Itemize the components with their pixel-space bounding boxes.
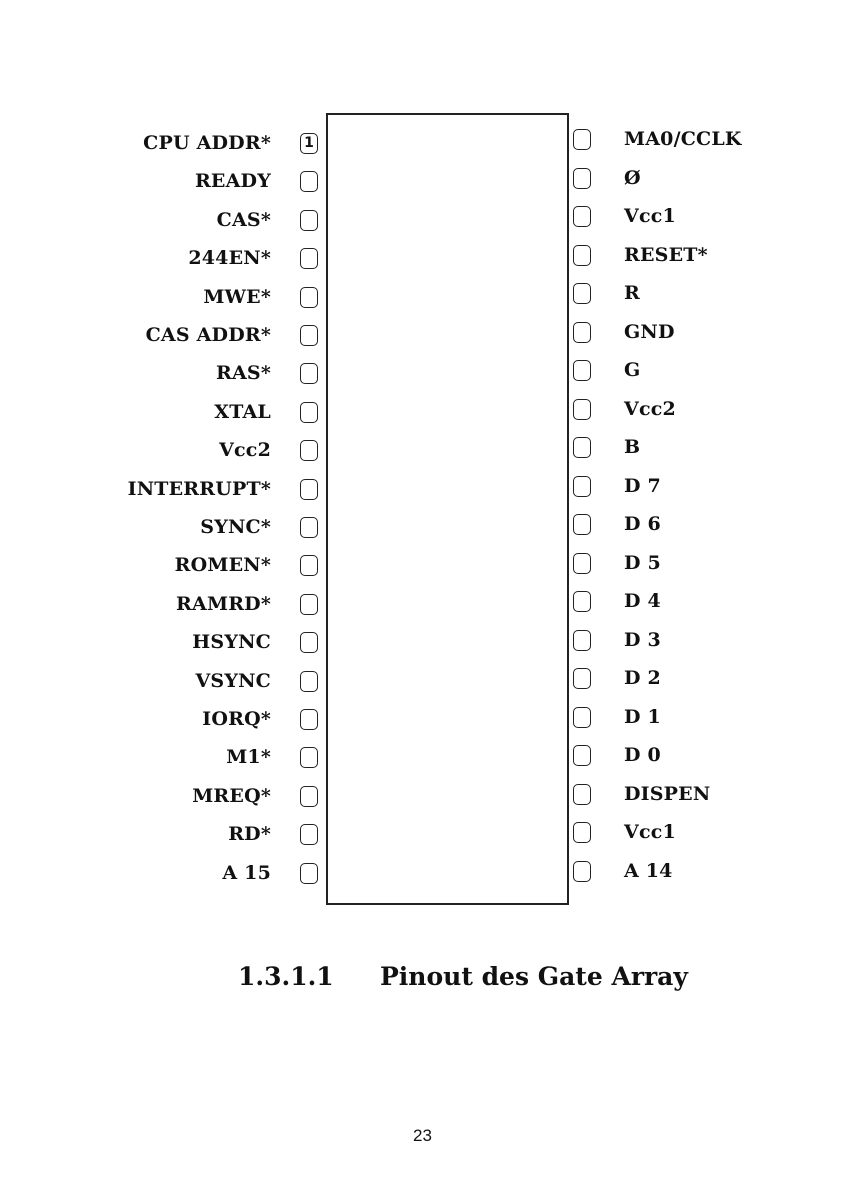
pin-label-left-18: MREQ* (192, 784, 271, 807)
pin-box-left-17 (300, 747, 318, 768)
pin-box-right-13 (573, 591, 591, 612)
pin-label-left-2: READY (194, 170, 271, 193)
pin-box-right-5 (573, 283, 591, 304)
pin-label-left-6: CAS ADDR* (145, 324, 271, 346)
pin-box-right-15 (573, 668, 591, 689)
pin-label-right-4: RESET* (624, 243, 708, 266)
figure-caption (238, 960, 688, 994)
pin-box-left-13 (300, 594, 318, 615)
chip-body (326, 113, 569, 905)
pin-box-right-6 (573, 322, 591, 343)
pin-box-right-11 (573, 514, 591, 535)
pin-box-right-4 (573, 245, 591, 266)
pin-box-left-8 (300, 402, 318, 423)
pin-box-right-12 (573, 553, 591, 574)
pin-label-left-17: M1* (226, 746, 271, 769)
pin-box-right-9 (573, 437, 591, 458)
caption-title: Pinout des Gate Array (380, 962, 688, 991)
pin-label-right-19: Vcc1 (624, 821, 676, 843)
page-number: 23 (413, 1126, 432, 1145)
pin-label-right-2: Ø (624, 166, 641, 189)
pin-box-left-18 (300, 786, 318, 807)
pin-box-left-12 (300, 555, 318, 576)
pin-label-right-7: G (624, 359, 641, 381)
pin-label-right-12: D 5 (624, 551, 661, 574)
pin-label-right-1: MA0/CCLK (624, 128, 742, 150)
pin-box-left-19 (300, 824, 318, 845)
pin-box-left-2 (300, 171, 318, 192)
pin-box-left-14 (300, 632, 318, 653)
pin-label-left-16: IORQ* (202, 708, 271, 730)
pin-box-left-6 (300, 325, 318, 346)
pin-label-left-10: INTERRUPT* (127, 477, 271, 500)
pin-label-left-14: HSYNC (192, 631, 271, 654)
pin-label-right-3: Vcc1 (624, 205, 676, 227)
pin-box-left-3 (300, 210, 318, 231)
pin-box-left-10 (300, 479, 318, 500)
pin-box-left-4 (300, 248, 318, 269)
pin-label-left-8: XTAL (214, 400, 271, 423)
pin-box-left-11 (300, 517, 318, 538)
pin-box-left-7 (300, 363, 318, 384)
pin-label-left-5: MWE* (203, 285, 271, 308)
pin-box-left-15 (300, 671, 318, 692)
pin-label-left-12: ROMEN* (174, 554, 271, 577)
pin-box-left-9 (300, 440, 318, 461)
pin-box-right-10 (573, 476, 591, 497)
pin-box-right-14 (573, 630, 591, 651)
pin-box-right-18 (573, 784, 591, 805)
pin-label-right-6: GND (624, 320, 675, 343)
pin-label-left-7: RAS* (216, 362, 271, 385)
pin-box-right-7 (573, 360, 591, 381)
pin-box-right-19 (573, 822, 591, 843)
pin-label-right-5: R (624, 282, 640, 304)
pin-label-right-10: D 7 (624, 474, 661, 497)
pin-box-left-20 (300, 863, 318, 884)
pin-label-right-11: D 6 (624, 513, 661, 535)
pin-box-right-17 (573, 745, 591, 766)
pin-box-left-5 (300, 287, 318, 308)
pin-1-marker: 1 (300, 133, 318, 154)
pin-label-left-9: Vcc2 (219, 439, 271, 462)
pin-label-left-1: CPU ADDR* (143, 132, 271, 154)
pin-box-right-2 (573, 168, 591, 189)
pin-label-left-11: SYNC* (200, 516, 271, 538)
pin-label-right-18: DISPEN (624, 782, 711, 805)
pin-box-right-8 (573, 399, 591, 420)
caption-number: 1.3.1.1 (238, 962, 334, 991)
pin-label-right-8: Vcc2 (624, 397, 676, 420)
pin-label-right-17: D 0 (624, 744, 661, 766)
pin-box-right-3 (573, 206, 591, 227)
pin-label-left-4: 244EN* (188, 247, 271, 270)
pin-box-left-16 (300, 709, 318, 730)
pin-label-left-3: CAS* (216, 208, 271, 231)
pin-label-right-16: D 1 (624, 705, 661, 728)
pin-box-right-20 (573, 861, 591, 882)
pin-label-left-15: VSYNC (195, 669, 271, 692)
pin-label-left-20: A 15 (222, 861, 271, 884)
pin-label-right-20: A 14 (624, 859, 673, 882)
pin-box-right-16 (573, 707, 591, 728)
pin-label-left-13: RAMRD* (176, 592, 271, 615)
pin-label-left-19: RD* (228, 823, 271, 846)
pin-label-right-15: D 2 (624, 667, 661, 689)
pin-label-right-9: B (624, 436, 641, 458)
pin-label-right-14: D 3 (624, 628, 661, 651)
pin-label-right-13: D 4 (624, 590, 661, 612)
pin-box-right-1 (573, 129, 591, 150)
